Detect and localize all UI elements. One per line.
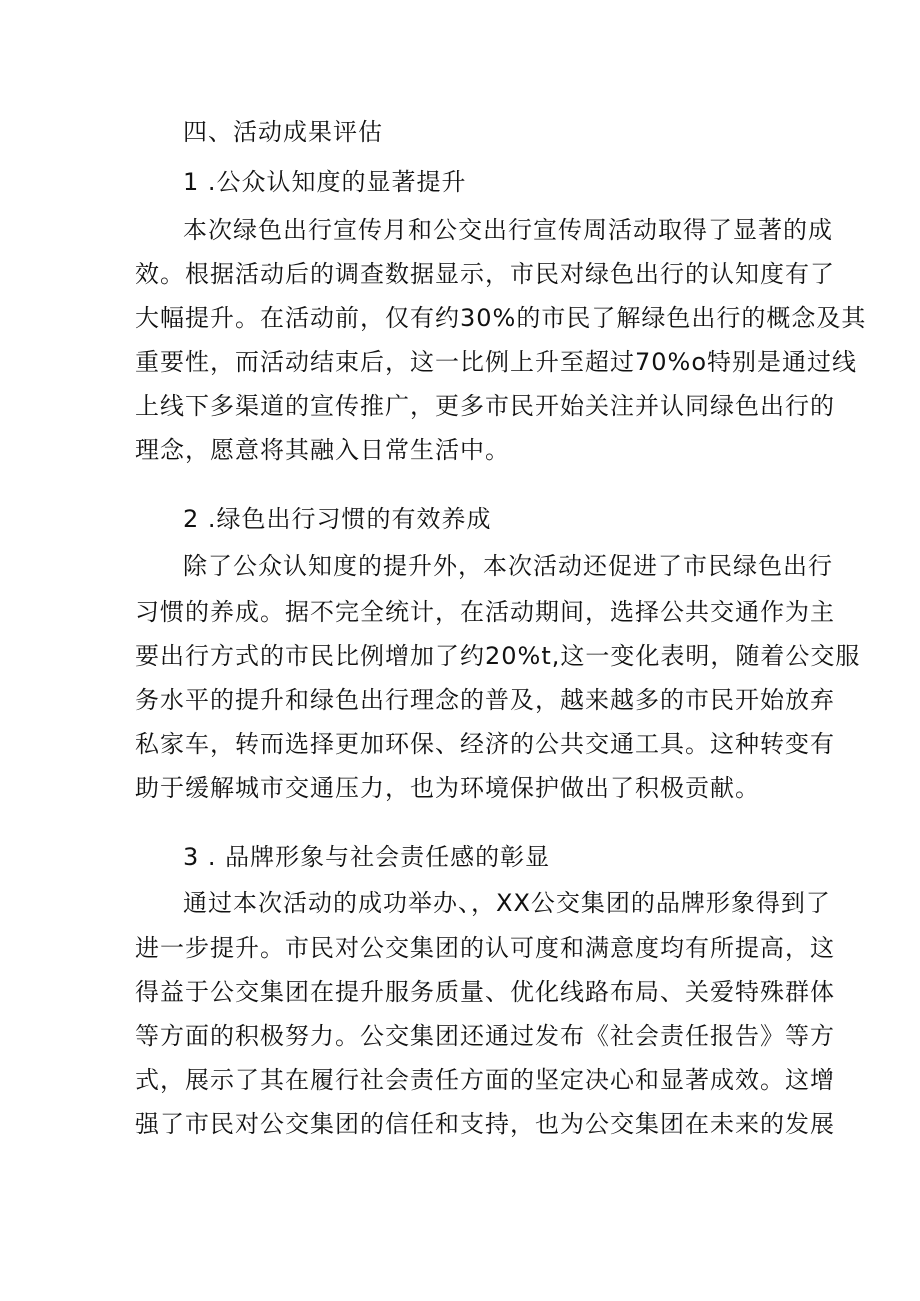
paragraph-2-line-5: 私家车，转而选择更加环保、经济的公共交通工具。这种转变有 (135, 730, 835, 758)
paragraph-3-line-6: 强了市民对公交集团的信任和支持，也为公交集团在未来的发展 (135, 1110, 835, 1138)
paragraph-3-line-4: 等方面的积极努力。公交集团还通过发布《社会责任报告》等方 (135, 1022, 835, 1050)
paragraph-3-line-5: 式，展示了其在履行社会责任方面的坚定决心和显著成效。这增 (135, 1066, 835, 1094)
paragraph-2-line-3: 要出行方式的市民比例增加了约20%t,这一变化表明，随着公交服 (135, 642, 861, 670)
paragraph-3-line-1: 通过本次活动的成功举办、，XX公交集团的品牌形象得到了 (183, 889, 831, 917)
paragraph-2-line-1: 除了公众认知度的提升外，本次活动还促进了市民绿色出行 (183, 552, 833, 580)
subsection-title-2: 2 .绿色出行习惯的有效养成 (183, 505, 492, 533)
paragraph-2-line-6: 助于缓解城市交通压力，也为环境保护做出了积极贡献。 (135, 774, 760, 802)
paragraph-3-line-3: 得益于公交集团在提升服务质量、优化线路布局、关爱特殊群体 (135, 978, 835, 1006)
subsection-title-3: 3 . 品牌形象与社会责任感的彰显 (183, 843, 551, 871)
paragraph-1-line-4: 重要性，而活动结束后，这一比例上升至超过70%o特别是通过线 (135, 348, 858, 376)
paragraph-1-line-3: 大幅提升。在活动前，仅有约30%的市民了解绿色出行的概念及其 (135, 304, 867, 332)
subsection-title-1: 1 .公众认知度的显著提升 (183, 168, 467, 196)
paragraph-2-line-2: 习惯的养成。据不完全统计，在活动期间，选择公共交通作为主 (135, 598, 835, 626)
paragraph-1-line-5: 上线下多渠道的宣传推广，更多市民开始关注并认同绿色出行的 (135, 392, 835, 420)
paragraph-2-line-4: 务水平的提升和绿色出行理念的普及，越来越多的市民开始放弃 (135, 686, 835, 714)
paragraph-1-line-2: 效。根据活动后的调查数据显示，市民对绿色出行的认知度有了 (135, 260, 835, 288)
paragraph-3-line-2: 进一步提升。市民对公交集团的认可度和满意度均有所提高，这 (135, 934, 835, 962)
paragraph-1-line-1: 本次绿色出行宣传月和公交出行宣传周活动取得了显著的成 (183, 216, 833, 244)
section-title: 四、活动成果评估 (183, 118, 383, 146)
paragraph-1-line-6: 理念，愿意将其融入日常生活中。 (135, 436, 510, 464)
